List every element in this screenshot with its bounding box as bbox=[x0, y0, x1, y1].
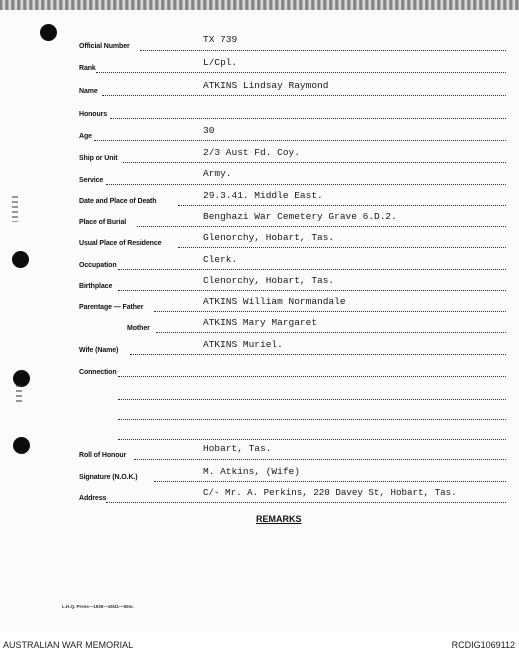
field-value: L/Cpl. bbox=[203, 57, 238, 68]
scan-top-edge bbox=[0, 0, 519, 10]
connection-extra-line bbox=[118, 439, 506, 440]
remarks-heading: REMARKS bbox=[256, 514, 302, 524]
field-line bbox=[110, 118, 506, 119]
field-residence bbox=[0, 232, 519, 251]
field-occupation bbox=[0, 254, 519, 273]
field-value: Benghazi War Cemetery Grave 6.D.2. bbox=[203, 211, 397, 222]
field-value: M. Atkins, (Wife) bbox=[203, 466, 300, 477]
field-burial bbox=[0, 211, 519, 230]
field-line bbox=[106, 184, 506, 185]
field-line bbox=[134, 459, 506, 460]
field-label: Parentage — Father bbox=[79, 304, 144, 311]
field-value: Army. bbox=[203, 168, 232, 179]
field-label: Occupation bbox=[79, 262, 117, 269]
field-line bbox=[123, 162, 506, 163]
field-roll-of-honour bbox=[0, 443, 519, 463]
field-line bbox=[178, 247, 506, 248]
archive-footer bbox=[0, 632, 519, 654]
connection-extra-line bbox=[118, 419, 506, 420]
field-age bbox=[0, 125, 519, 144]
field-value: TX 739 bbox=[203, 34, 238, 45]
field-connection bbox=[0, 364, 519, 380]
field-honours bbox=[0, 106, 519, 122]
field-wife bbox=[0, 339, 519, 358]
field-line bbox=[106, 502, 506, 503]
field-value: Clenorchy, Hobart, Tas. bbox=[203, 275, 335, 286]
field-label: Roll of Honour bbox=[79, 452, 127, 459]
field-line bbox=[154, 481, 506, 482]
field-label: Name bbox=[79, 88, 98, 95]
field-label: Service bbox=[79, 177, 104, 184]
field-line bbox=[178, 205, 506, 206]
field-value: Glenorchy, Hobart, Tas. bbox=[203, 232, 335, 243]
field-signature bbox=[0, 466, 519, 485]
field-line bbox=[156, 332, 506, 333]
field-label: Place of Burial bbox=[79, 219, 127, 226]
field-service bbox=[0, 168, 519, 188]
field-rank bbox=[0, 57, 519, 76]
field-value: Clerk. bbox=[203, 254, 238, 265]
field-line bbox=[96, 72, 506, 73]
field-line bbox=[154, 311, 506, 312]
field-value: ATKINS Mary Margaret bbox=[203, 317, 318, 328]
footer-record-id: RCDIG1069112 bbox=[451, 640, 515, 650]
field-address bbox=[0, 487, 519, 506]
field-line bbox=[140, 50, 506, 51]
footer-source: AUSTRALIAN WAR MEMORIAL bbox=[3, 640, 134, 650]
connection-extra-line bbox=[118, 399, 506, 400]
field-father bbox=[0, 296, 519, 315]
printer-imprint: L.H.Q. Press—1935—16/41—50m. bbox=[62, 604, 134, 609]
field-label: Rank bbox=[79, 65, 96, 72]
field-name bbox=[0, 80, 519, 99]
field-official-number bbox=[0, 34, 519, 54]
field-value: ATKINS William Normandale bbox=[203, 296, 346, 307]
field-value: ATKINS Lindsay Raymond bbox=[203, 80, 329, 91]
field-line bbox=[130, 354, 506, 355]
field-value: 30 bbox=[203, 125, 215, 136]
field-value: 29.3.41. Middle East. bbox=[203, 190, 323, 201]
field-value: C/- Mr. A. Perkins, 220 Davey St, Hobart, Tas. bbox=[203, 487, 457, 498]
field-death bbox=[0, 190, 519, 209]
field-value: 2/3 Aust Fd. Coy. bbox=[203, 147, 300, 158]
field-label: Connection bbox=[79, 369, 117, 376]
field-birthplace bbox=[0, 275, 519, 294]
field-line bbox=[118, 376, 506, 377]
field-label: Age bbox=[79, 133, 92, 140]
field-mother bbox=[0, 317, 519, 336]
field-label: Mother bbox=[127, 325, 150, 332]
scan-specks bbox=[16, 385, 22, 405]
field-value: ATKINS Muriel. bbox=[203, 339, 283, 350]
field-label: Signature (N.O.K.) bbox=[79, 474, 138, 481]
field-label: Birthplace bbox=[79, 283, 113, 290]
field-label: Usual Place of Residence bbox=[79, 240, 162, 247]
field-label: Wife (Name) bbox=[79, 347, 119, 354]
field-ship-or-unit bbox=[0, 147, 519, 166]
field-label: Official Number bbox=[79, 43, 130, 50]
field-label: Address bbox=[79, 495, 107, 502]
field-line bbox=[118, 290, 506, 291]
field-label: Ship or Unit bbox=[79, 155, 118, 162]
field-line bbox=[118, 269, 506, 270]
field-label: Honours bbox=[79, 111, 108, 118]
field-line bbox=[137, 226, 506, 227]
field-value: Hobart, Tas. bbox=[203, 443, 272, 454]
field-line bbox=[102, 95, 506, 96]
field-label: Date and Place of Death bbox=[79, 198, 157, 205]
field-line bbox=[94, 140, 506, 141]
